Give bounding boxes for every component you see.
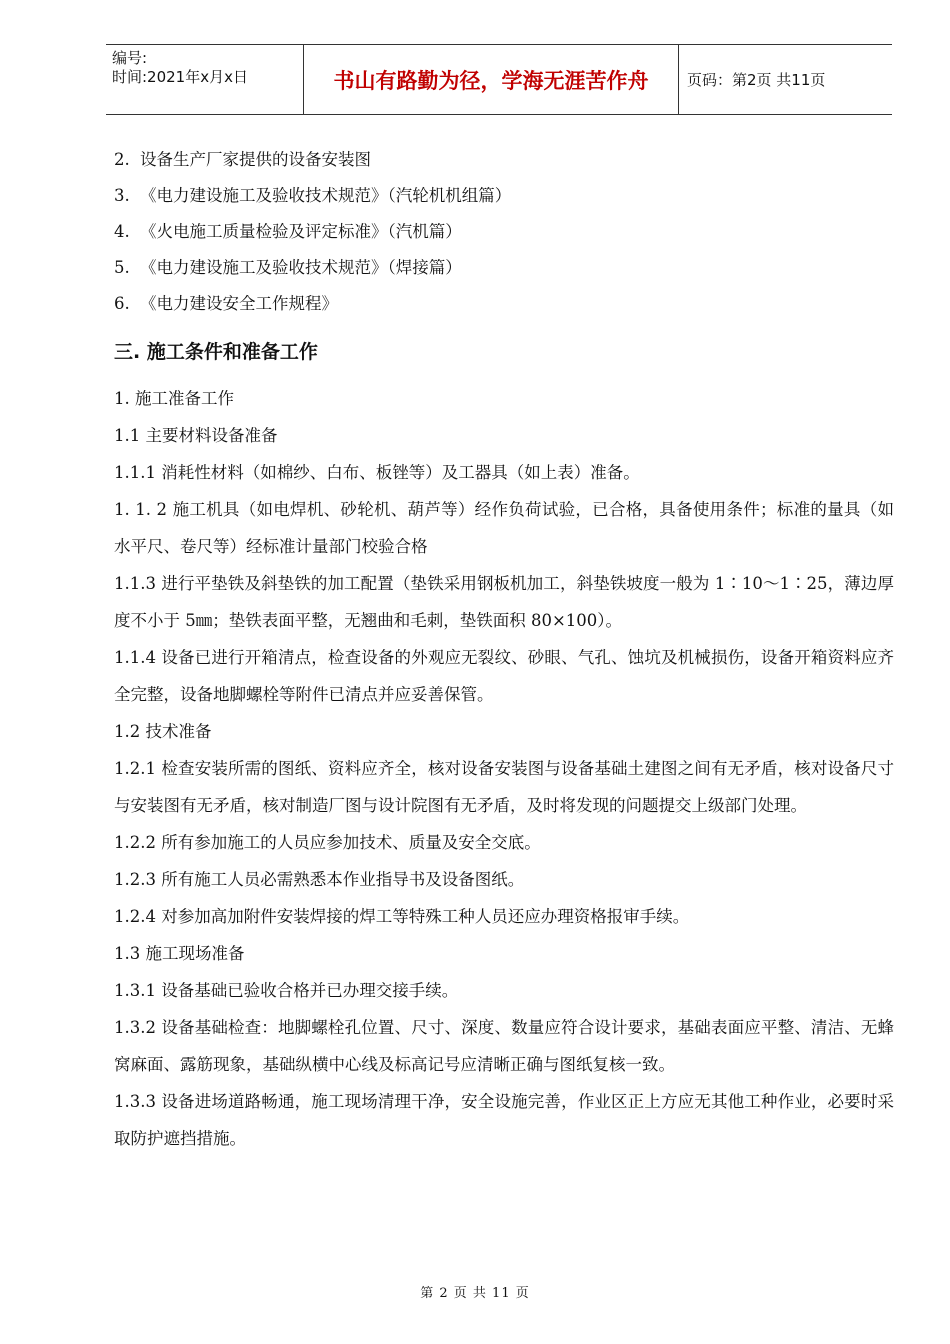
page-footer: 第 2 页 共 11 页	[420, 1286, 530, 1301]
paragraph: 1.1.3 进行平垫铁及斜垫铁的加工配置（垫铁采用钢板机加工，斜垫铁坡度一般为 1∶10～1∶25，薄边厚度不小于 5㎜；垫铁表面平整，无翘曲和毛刺，垫铁面积 80×100）。	[114, 574, 894, 630]
reference-item: 5. 《电力建设施工及验收技术规范》（焊接篇）	[114, 258, 462, 277]
header-page-info	[679, 45, 892, 114]
header-page-label: 页码：第2页 共11页	[687, 71, 826, 89]
paragraph: 1.1 主要材料设备准备	[114, 426, 278, 445]
header-meta	[106, 45, 304, 114]
reference-item: 2. 设备生产厂家提供的设备安装图	[114, 150, 371, 169]
time-label: 时间:2021年x月x日	[112, 68, 248, 86]
paragraph: 1.2.3 所有施工人员必需熟悉本作业指导书及设备图纸。	[114, 870, 525, 889]
header-motto: 书山有路勤为径，学海无涯苦作舟	[304, 45, 679, 114]
paragraph: 1.3 施工现场准备	[114, 944, 245, 963]
paragraph: 1.3.3 设备进场道路畅通，施工现场清理干净，安全设施完善，作业区正上方应无其他工种作业，必要时采取防护遮挡措施。	[114, 1092, 894, 1148]
paragraph: 1.2.4 对参加高加附件安装焊接的焊工等特殊工种人员还应办理资格报审手续。	[114, 907, 690, 926]
paragraph: 1. 施工准备工作	[114, 389, 234, 408]
section-title: 三. 施工条件和准备工作	[114, 341, 318, 363]
paragraph: 1.3.2 设备基础检查：地脚螺栓孔位置、尺寸、深度、数量应符合设计要求，基础表面应平整、清洁、无蜂窝麻面、露筋现象，基础纵横中心线及标高记号应清晰正确与图纸复核一致。	[114, 1018, 894, 1074]
document-body	[114, 142, 894, 1157]
paragraph: 1.3.1 设备基础已验收合格并已办理交接手续。	[114, 981, 459, 1000]
paragraph: 1.2.2 所有参加施工的人员应参加技术、质量及安全交底。	[114, 833, 541, 852]
serial-number-label: 编号:	[112, 49, 148, 67]
paragraph: 1.2.1 检查安装所需的图纸、资料应齐全，核对设备安装图与设备基础土建图之间有无矛盾，核对设备尺寸与安装图有无矛盾，核对制造厂图与设计院图有无矛盾，及时将发现的问题提交上级部门处理。	[114, 759, 894, 815]
paragraph: 1.1.4 设备已进行开箱清点，检查设备的外观应无裂纹、砂眼、气孔、蚀坑及机械损伤，设备开箱资料应齐全完整，设备地脚螺栓等附件已清点并应妥善保管。	[114, 648, 894, 704]
reference-item: 6. 《电力建设安全工作规程》	[114, 294, 338, 313]
page-header	[106, 44, 892, 115]
paragraph: 1. 1. 2 施工机具（如电焊机、砂轮机、葫芦等）经作负荷试验，已合格，具备使用条件；标准的量具（如水平尺、卷尺等）经标准计量部门校验合格	[114, 500, 894, 556]
reference-item: 3. 《电力建设施工及验收技术规范》（汽轮机机组篇）	[114, 186, 512, 205]
reference-item: 4. 《火电施工质量检验及评定标准》（汽机篇）	[114, 222, 462, 241]
reference-list	[114, 142, 894, 322]
paragraph: 1.2 技术准备	[114, 722, 212, 741]
paragraph: 1.1.1 消耗性材料（如棉纱、白布、板锉等）及工器具（如上表）准备。	[114, 463, 640, 482]
